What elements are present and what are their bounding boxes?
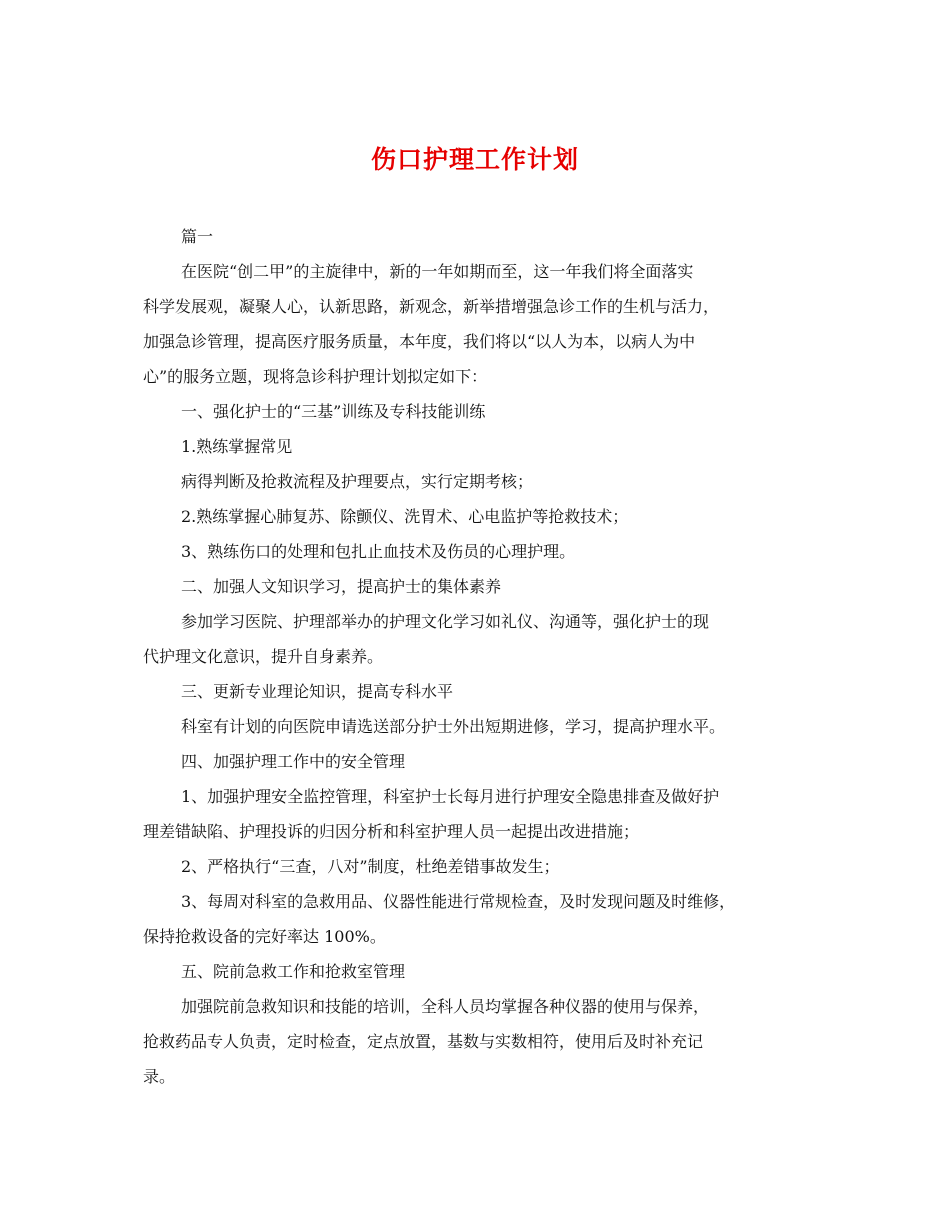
text-line: 心”的服务立题，现将急诊科护理计划拟定如下： <box>143 367 488 386</box>
text-line: 科学发展观，凝聚人心，认新思路，新观念，新举措增强急诊工作的生机与活力， <box>143 297 720 316</box>
text-line: 科室有计划的向医院申请选送部分护士外出短期进修，学习，提高护理水平。 <box>181 717 726 736</box>
text-line: 2、严格执行“三查，八对”制度，杜绝差错事故发生； <box>181 857 560 876</box>
text-line: 录。 <box>143 1067 176 1086</box>
document-body <box>143 219 813 1094</box>
text-line: 病得判断及抢救流程及护理要点，实行定期考核； <box>181 472 534 491</box>
text-line: 代护理文化意识，提升自身素养。 <box>143 647 384 666</box>
document-title: 伤口护理工作计划 <box>370 145 579 174</box>
text-line: 三、更新专业理论知识，提高专科水平 <box>181 682 454 701</box>
text-line: 1.熟练掌握常见 <box>181 437 293 456</box>
text-line: 1、加强护理安全监控管理，科室护士长每月进行护理安全隐患排查及做好护 <box>181 787 720 806</box>
text-line: 3、熟练伤口的处理和包扎止血技术及伤员的心理护理。 <box>181 542 576 561</box>
text-line: 加强急诊管理，提高医疗服务质量，本年度，我们将以“以人为本，以病人为中 <box>143 332 696 351</box>
text-line: 篇一 <box>181 227 214 246</box>
text-line: 四、加强护理工作中的安全管理 <box>181 752 406 771</box>
text-line: 加强院前急救知识和技能的培训，全科人员均掌握各种仪器的使用与保养， <box>181 997 710 1016</box>
text-line: 二、加强人文知识学习，提高护士的集体素养 <box>181 577 502 596</box>
text-line: 五、院前急救工作和抢救室管理 <box>181 962 406 981</box>
text-line: 保持抢救设备的完好率达 100%。 <box>143 927 386 946</box>
text-line: 参加学习医院、护理部举办的护理文化学习如礼仪、沟通等，强化护士的现 <box>181 612 710 631</box>
text-line: 2.熟练掌握心肺复苏、除颤仪、洗胃术、心电监护等抢救技术； <box>181 507 629 526</box>
text-line: 3、每周对科室的急救用品、仪器性能进行常规检查，及时发现问题及时维修， <box>181 892 736 911</box>
text-line: 在医院“创二甲”的主旋律中，新的一年如期而至，这一年我们将全面落实 <box>181 262 694 281</box>
text-line: 抢救药品专人负责，定时检查，定点放置，基数与实数相符，使用后及时补充记 <box>143 1032 704 1051</box>
text-line: 一、强化护士的“三基”训练及专科技能训练 <box>181 402 486 421</box>
text-line: 理差错缺陷、护理投诉的归因分析和科室护理人员一起提出改进措施； <box>143 822 640 841</box>
